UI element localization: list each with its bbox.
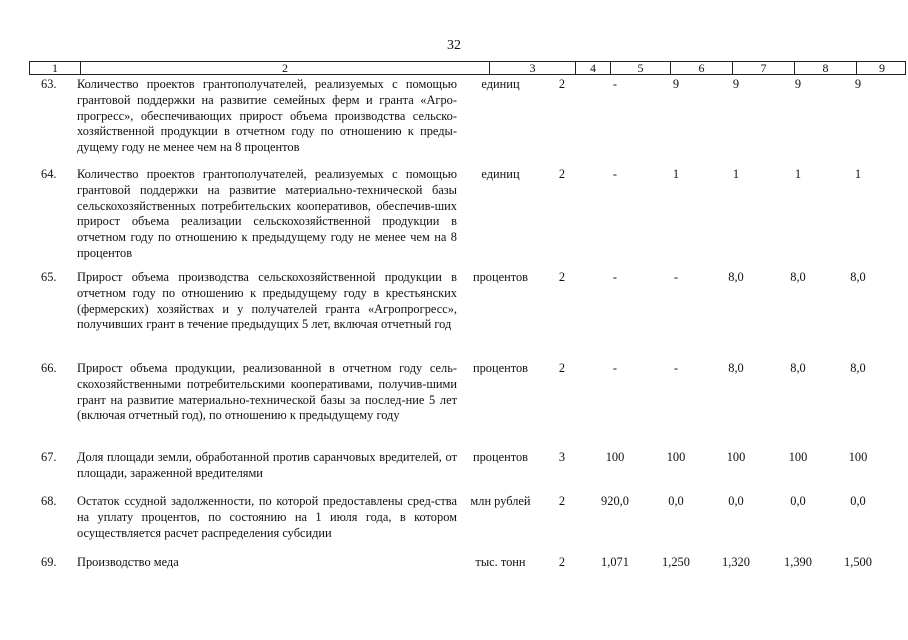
- unit-cell: тыс. тонн: [475, 555, 526, 569]
- col-5-cell: -: [612, 270, 618, 284]
- indicator-name: Прирост объема производства сельскохозяйственной продукции в отчетном году по отношению к предыдущему году в крестьянских (фермерских) хозяйствах и у получателей гранта «Агропрогресс», получивших грант в течение предыдущих 5 лет, включая отчетный год: [77, 270, 457, 332]
- col-7-cell: 1,320: [722, 555, 750, 569]
- col-4-cell: 2: [558, 270, 566, 284]
- indicator-name: Производство меда: [77, 555, 179, 569]
- col-8-cell: 0,0: [790, 494, 806, 508]
- col-7-cell: 100: [726, 450, 746, 464]
- indicator-name: Доля площади земли, обработанной против саранчовых вредителей, от площади, зараженной вредителями: [77, 450, 457, 480]
- col-4-cell: 2: [558, 167, 566, 181]
- col-6-cell: -: [673, 361, 679, 375]
- header-col-3: 3: [489, 62, 575, 74]
- col-6-cell: 0,0: [668, 494, 684, 508]
- header-col-7: 7: [732, 62, 794, 74]
- header-col-6: 6: [670, 62, 732, 74]
- col-8-cell: 1,390: [784, 555, 812, 569]
- header-col-8: 8: [794, 62, 856, 74]
- indicator-name: Остаток ссудной задолженности, по которой предоставлены сред-ства на уплату процентов, по состоянию на 1 июля года, в котором осуществляется расчет распределения субсидии: [77, 494, 457, 540]
- col-4-cell: 2: [558, 494, 566, 508]
- col-5-cell: 920,0: [601, 494, 629, 508]
- row-number: 69.: [41, 555, 57, 569]
- col-4-cell: 2: [558, 361, 566, 375]
- unit-cell: единиц: [481, 167, 520, 181]
- col-6-cell: 9: [672, 77, 680, 91]
- col-4-cell: 2: [558, 555, 566, 569]
- header-col-4: 4: [575, 62, 610, 74]
- col-6-cell: 100: [666, 450, 686, 464]
- unit-cell: млн рублей: [470, 494, 531, 508]
- unit-cell: процентов: [472, 361, 529, 375]
- col-8-cell: 9: [794, 77, 802, 91]
- col-9-cell: 0,0: [850, 494, 866, 508]
- col-6-cell: 1: [672, 167, 680, 181]
- header-col-5: 5: [610, 62, 670, 74]
- col-5-cell: -: [612, 167, 618, 181]
- row-number: 66.: [41, 361, 57, 375]
- unit-cell: единиц: [481, 77, 520, 91]
- col-7-cell: 8,0: [728, 361, 744, 375]
- col-9-cell: 1,500: [844, 555, 872, 569]
- row-number: 64.: [41, 167, 57, 181]
- col-4-cell: 3: [558, 450, 566, 464]
- col-9-cell: 9: [854, 77, 862, 91]
- col-9-cell: 8,0: [850, 361, 866, 375]
- col-8-cell: 8,0: [790, 361, 806, 375]
- header-col-2: 2: [80, 62, 489, 74]
- table-header: [29, 61, 906, 75]
- col-7-cell: 9: [732, 77, 740, 91]
- col-6-cell: -: [673, 270, 679, 284]
- col-5-cell: -: [612, 77, 618, 91]
- row-number: 68.: [41, 494, 57, 508]
- row-number: 63.: [41, 77, 57, 91]
- col-7-cell: 8,0: [728, 270, 744, 284]
- col-5-cell: -: [612, 361, 618, 375]
- col-8-cell: 8,0: [790, 270, 806, 284]
- header-col-9: 9: [856, 62, 907, 74]
- row-number: 67.: [41, 450, 57, 464]
- row-number: 65.: [41, 270, 57, 284]
- unit-cell: процентов: [472, 270, 529, 284]
- col-4-cell: 2: [558, 77, 566, 91]
- col-6-cell: 1,250: [662, 555, 690, 569]
- col-5-cell: 100: [605, 450, 625, 464]
- header-col-1: 1: [52, 61, 58, 75]
- indicator-name: Количество проектов грантополучателей, реализуемых с помощью грантовой поддержки на развитие семейных ферм и гранта «Агро-прогресс», обеспечивающих прирост объема производства сельско-хозяйственной продукции в отчетном году по отношению к преды-дущему году не менее чем на 8 процентов: [77, 77, 457, 155]
- col-8-cell: 1: [794, 167, 802, 181]
- unit-cell: процентов: [472, 450, 529, 464]
- col-8-cell: 100: [788, 450, 808, 464]
- page-number: 32: [447, 38, 461, 53]
- col-9-cell: 8,0: [850, 270, 866, 284]
- col-9-cell: 100: [848, 450, 868, 464]
- indicator-name: Количество проектов грантополучателей, реализуемых с помощью грантовой поддержки на развитие материально-технической базы сельскохозяйственных потребительских кооперативов, обеспечив-ших прирост объема реализации сельскохозяйственной продукции в отчетном году по отношению к предыдущему году не менее чем на 8 процентов: [77, 167, 457, 260]
- col-5-cell: 1,071: [601, 555, 629, 569]
- indicator-name: Прирост объема продукции, реализованной в отчетном году сель-скохозяйственными потребительскими кооперативами, получив-шими грант на развитие материально-технической базы за послед-ние 5 лет (включая отчетный год), по отношению к предыдущему году: [77, 361, 457, 423]
- col-9-cell: 1: [854, 167, 862, 181]
- col-7-cell: 0,0: [728, 494, 744, 508]
- col-7-cell: 1: [732, 167, 740, 181]
